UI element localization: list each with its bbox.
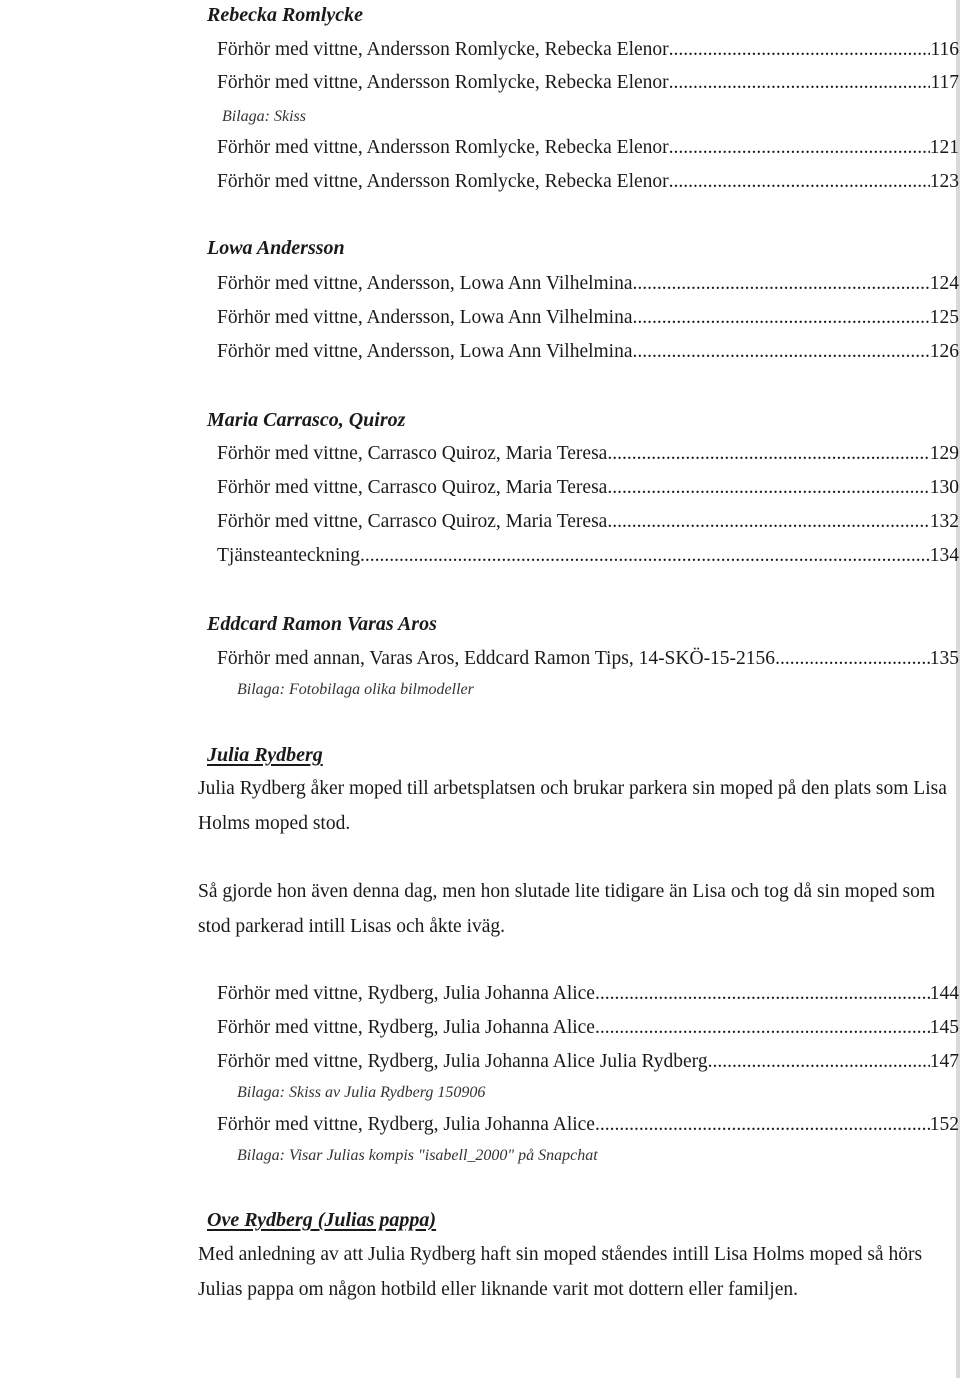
section-heading: Rebecka Romlycke — [207, 4, 364, 26]
dot-leader — [633, 341, 930, 363]
toc-entry-title: Förhör med vittne, Rydberg, Julia Johanna Alice Julia Rydberg — [217, 1051, 708, 1072]
toc-entry-page: 144 — [929, 983, 959, 1004]
section-heading: Maria Carrasco, Quiroz — [207, 409, 406, 431]
toc-entry[interactable] — [217, 545, 959, 567]
attachment-label: Bilaga: Visar Julias kompis "isabell_2000" på Snapchat — [237, 1147, 598, 1164]
dot-leader — [607, 443, 929, 465]
toc-entry-page: 145 — [929, 1017, 959, 1038]
body-paragraph: Med anledning av att Julia Rydberg haft sin moped ståendes intill Lisa Holms moped så hörs Julias pappa om någon hotbild eller liknande varit mot dottern eller familjen. — [198, 1244, 923, 1300]
dot-leader — [633, 307, 930, 329]
toc-entry-title: Förhör med vittne, Rydberg, Julia Johanna Alice — [217, 983, 595, 1004]
dot-leader — [633, 273, 930, 295]
attachment-label: Bilaga: Skiss av Julia Rydberg 150906 — [237, 1084, 486, 1101]
attachment-label: Bilaga: Fotobilaga olika bilmodeller — [237, 681, 474, 698]
toc-entry[interactable] — [217, 443, 959, 465]
dot-leader — [708, 1051, 930, 1073]
toc-entry-title: Förhör med vittne, Andersson Romlycke, Rebecka Elenor — [217, 137, 669, 158]
dot-leader — [607, 511, 929, 533]
toc-entry-title: Tjänsteanteckning — [217, 545, 360, 566]
toc-entry[interactable] — [217, 39, 959, 61]
toc-entry-page: 134 — [929, 545, 959, 566]
toc-entry-page: 116 — [930, 39, 959, 60]
toc-entry-page: 117 — [930, 72, 959, 93]
toc-entry-page: 125 — [929, 307, 959, 328]
toc-entry-page: 124 — [929, 273, 959, 294]
toc-entry[interactable] — [217, 137, 959, 159]
attachment-label: Bilaga: Skiss — [222, 108, 306, 125]
toc-entry[interactable] — [217, 273, 959, 295]
toc-entry-page: 130 — [929, 477, 959, 498]
toc-entry-page: 126 — [929, 341, 959, 362]
dot-leader — [607, 477, 929, 499]
toc-entry-page: 121 — [929, 137, 959, 158]
toc-entry-title: Förhör med vittne, Andersson, Lowa Ann Vilhelmina — [217, 307, 633, 328]
toc-entry-title: Förhör med vittne, Andersson Romlycke, Rebecka Elenor — [217, 171, 669, 192]
toc-entry[interactable] — [217, 341, 959, 363]
toc-entry-title: Förhör med vittne, Andersson, Lowa Ann Vilhelmina — [217, 341, 633, 362]
toc-entry-page: 152 — [929, 1114, 959, 1135]
toc-entry[interactable] — [217, 72, 959, 94]
toc-entry-page: 135 — [929, 648, 959, 669]
dot-leader — [669, 39, 931, 61]
toc-entry-title: Förhör med annan, Varas Aros, Eddcard Ramon Tips, 14-SKÖ-15-2156 — [217, 648, 776, 669]
section-heading: Eddcard Ramon Varas Aros — [207, 613, 437, 635]
section-heading: Ove Rydberg (Julias pappa) — [207, 1209, 437, 1231]
toc-entry[interactable] — [217, 983, 959, 1005]
section-heading: Lowa Andersson — [207, 237, 345, 259]
toc-entry-page: 129 — [929, 443, 959, 464]
toc-entry[interactable] — [217, 511, 959, 533]
toc-entry[interactable] — [217, 648, 959, 670]
toc-entry[interactable] — [217, 307, 959, 329]
toc-entry[interactable] — [217, 477, 959, 499]
toc-entry[interactable] — [217, 1051, 959, 1073]
section-heading: Julia Rydberg — [207, 744, 323, 766]
dot-leader — [360, 545, 930, 567]
dot-leader — [669, 171, 930, 193]
body-paragraph: Julia Rydberg åker moped till arbetsplatsen och brukar parkera sin moped på den plats som Lisa Holms moped stod. — [198, 778, 947, 834]
dot-leader — [595, 1114, 930, 1136]
toc-entry-title: Förhör med vittne, Carrasco Quiroz, Maria Teresa — [217, 443, 608, 464]
page-edge — [956, 0, 960, 1378]
toc-entry-title: Förhör med vittne, Rydberg, Julia Johanna Alice — [217, 1114, 595, 1135]
toc-entry[interactable] — [217, 171, 959, 193]
toc-entry-title: Förhör med vittne, Andersson, Lowa Ann Vilhelmina — [217, 273, 633, 294]
toc-entry[interactable] — [217, 1017, 959, 1039]
toc-entry-title: Förhör med vittne, Andersson Romlycke, Rebecka Elenor — [217, 39, 669, 60]
toc-entry-title: Förhör med vittne, Andersson Romlycke, Rebecka Elenor — [217, 72, 669, 93]
dot-leader — [669, 137, 930, 159]
dot-leader — [595, 1017, 930, 1039]
toc-entry-page: 147 — [929, 1051, 959, 1072]
dot-leader — [669, 72, 931, 94]
toc-entry-page: 132 — [929, 511, 959, 532]
toc-entry-title: Förhör med vittne, Carrasco Quiroz, Maria Teresa — [217, 511, 608, 532]
dot-leader — [595, 983, 930, 1005]
body-paragraph: Så gjorde hon även denna dag, men hon slutade lite tidigare än Lisa och tog då sin moped som stod parkerad intill Lisas och åkte iväg. — [198, 881, 936, 937]
dot-leader — [775, 648, 930, 670]
toc-entry[interactable] — [217, 1114, 959, 1136]
toc-entry-page: 123 — [929, 171, 959, 192]
toc-entry-title: Förhör med vittne, Rydberg, Julia Johanna Alice — [217, 1017, 595, 1038]
toc-entry-title: Förhör med vittne, Carrasco Quiroz, Maria Teresa — [217, 477, 608, 498]
